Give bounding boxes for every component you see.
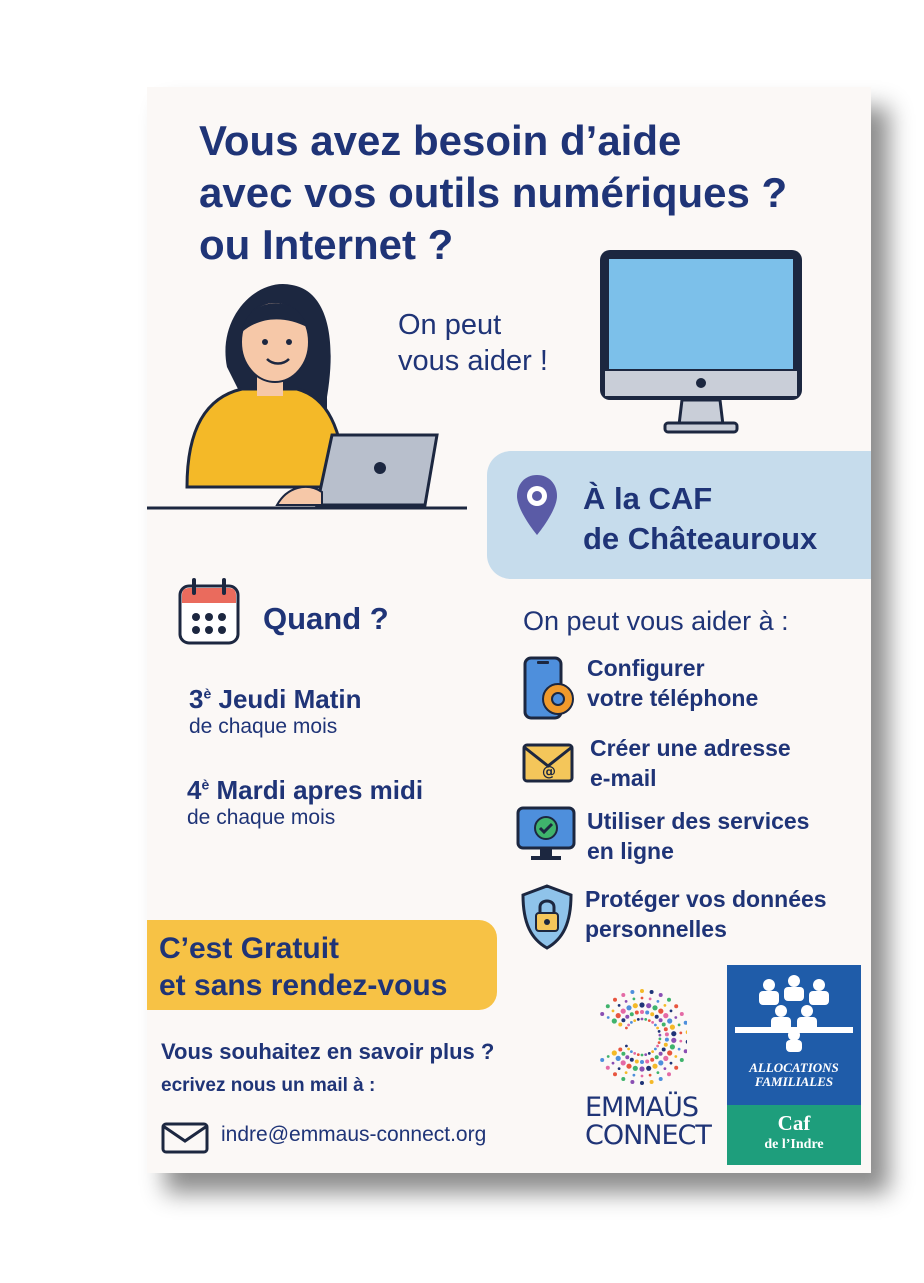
- logo-dot: [655, 1055, 659, 1059]
- logo-dot: [618, 1067, 621, 1070]
- svg-text:@: @: [542, 764, 556, 780]
- logo-dot: [621, 1018, 625, 1022]
- caf-alloc-line-1: ALLOCATIONS: [749, 1060, 839, 1075]
- logo-dot: [621, 993, 625, 997]
- logo-dot: [633, 1019, 636, 1022]
- slot-label: Mardi apres midi: [216, 775, 424, 805]
- headline-line-1: Vous avez besoin d’aide: [199, 117, 682, 164]
- logo-dot: [616, 1056, 621, 1061]
- when-slot-day: [189, 684, 362, 715]
- logo-dot: [618, 1023, 622, 1027]
- logo-dot: [606, 1066, 610, 1070]
- logo-dot: [652, 1064, 657, 1069]
- logo-dot: [612, 1018, 617, 1023]
- logo-dot: [640, 1060, 644, 1064]
- logo-dot: [662, 1048, 666, 1052]
- logo-dot: [641, 1018, 644, 1021]
- logo-dot: [652, 1005, 657, 1010]
- location-line-2: de Châteauroux: [583, 521, 818, 556]
- logo-dot: [600, 1012, 604, 1016]
- service-item: [587, 653, 758, 713]
- logo-dot: [657, 1000, 660, 1003]
- logo-dot: [659, 1018, 663, 1022]
- caf-name: Caf: [777, 1111, 811, 1135]
- logo-dot: [664, 1043, 668, 1047]
- logo-dot: [646, 1066, 651, 1071]
- services-title: On peut vous aider à :: [523, 606, 789, 636]
- logo-dot: [637, 1018, 640, 1021]
- logo-dot: [650, 1012, 654, 1016]
- envelope-at-icon: [522, 742, 574, 784]
- phone-settings-icon: [522, 655, 580, 721]
- logo-dot: [680, 1012, 684, 1016]
- logo-dot: [667, 1072, 671, 1076]
- logo-dot: [639, 1066, 644, 1071]
- logo-dot: [655, 1015, 659, 1019]
- logo-dot: [665, 1038, 669, 1042]
- logo-dot: [640, 1010, 644, 1014]
- logo-dot: [674, 1066, 678, 1070]
- logo-dot: [606, 1004, 610, 1008]
- emmaus-connect-logo: [587, 982, 687, 1092]
- service-item: [587, 806, 809, 866]
- mail-icon: [161, 1122, 209, 1154]
- logo-dot: [630, 1050, 633, 1053]
- logo-dot: [658, 1009, 663, 1014]
- logo-dot: [670, 1044, 675, 1049]
- location-line-1: À la CAF: [583, 481, 713, 516]
- logo-dot: [627, 1024, 630, 1027]
- logo-dot: [644, 1018, 647, 1021]
- logo-dot: [633, 1003, 638, 1008]
- logo-dot: [616, 1013, 621, 1018]
- logo-dot: [670, 1010, 673, 1013]
- logo-dot: [630, 1080, 634, 1084]
- shield-lock-icon: [519, 883, 575, 951]
- logo-dot: [635, 1060, 639, 1064]
- logo-dot: [613, 1072, 617, 1076]
- logo-dot: [667, 1050, 672, 1055]
- logo-dot: [674, 1016, 677, 1019]
- caf-logo-divider: [735, 1027, 853, 1033]
- caf-people-emblem: [749, 973, 839, 1053]
- when-slot-day: [187, 775, 423, 806]
- caf-alloc-text: [727, 1061, 861, 1089]
- service-line-1: Utiliser des services: [587, 808, 810, 834]
- logo-dot: [671, 1038, 676, 1043]
- free-banner-line-2: et sans rendez-vous: [159, 969, 448, 1002]
- logo-dot: [657, 1071, 660, 1074]
- logo-dot: [663, 1056, 668, 1061]
- logo-dot: [626, 1005, 631, 1010]
- logo-dot: [646, 1003, 651, 1008]
- emmaus-line-1: EMMAÜS: [585, 1092, 699, 1123]
- logo-dot: [664, 1004, 667, 1007]
- logo-dot: [630, 990, 634, 994]
- logo-dot: [641, 1075, 644, 1078]
- logo-dot: [621, 1060, 626, 1065]
- logo-dot: [633, 1052, 636, 1055]
- logo-dot: [640, 989, 644, 993]
- logo-dot: [637, 1053, 640, 1056]
- logo-dot: [621, 1052, 625, 1056]
- logo-dot: [670, 1025, 675, 1030]
- caf-sub: de l’Indre: [764, 1137, 824, 1152]
- logo-dot: [674, 1004, 678, 1008]
- logo-dot: [612, 1062, 615, 1065]
- logo-dot: [650, 1058, 654, 1062]
- logo-dot: [649, 998, 652, 1001]
- logo-dot: [618, 1004, 621, 1007]
- headline-line-2: avec vos outils numériques ?: [199, 169, 788, 216]
- caf-logo: [727, 965, 861, 1165]
- logo-dot: [626, 1064, 631, 1069]
- logo-dot: [650, 1080, 654, 1084]
- service-line-2: e-mail: [590, 765, 657, 791]
- logo-dot: [674, 1055, 677, 1058]
- logo-dot: [600, 1058, 604, 1062]
- logo-dot: [607, 1055, 610, 1058]
- when-title: Quand ?: [263, 601, 389, 636]
- logo-dot: [641, 1054, 644, 1057]
- caf-logo-top: [727, 965, 861, 1105]
- logo-dot: [625, 1027, 628, 1030]
- logo-dot: [664, 1027, 668, 1031]
- service-line-2: en ligne: [587, 838, 674, 864]
- when-slot: [187, 775, 423, 830]
- logo-dot: [656, 1045, 659, 1048]
- logo-dot: [684, 1021, 687, 1025]
- monitor-check-icon: [515, 805, 577, 863]
- logo-dot: [630, 1058, 634, 1062]
- logo-dot: [656, 1027, 659, 1030]
- help-bubble-line-1: On peut: [398, 309, 502, 341]
- service-line-1: Configurer: [587, 655, 705, 681]
- logo-dot: [678, 1048, 681, 1051]
- contact-email-link[interactable]: indre@emmaus-connect.org: [221, 1123, 487, 1146]
- headline-line-3: ou Internet ?: [199, 221, 454, 268]
- free-banner-text: [159, 930, 447, 1004]
- logo-dot: [659, 1077, 663, 1081]
- logo-dot: [607, 1016, 610, 1019]
- logo-dot: [621, 1009, 626, 1014]
- logo-dot: [627, 1048, 630, 1051]
- logo-dot: [686, 1040, 687, 1044]
- logo-dot: [618, 1048, 622, 1052]
- logo-dot: [665, 1032, 669, 1036]
- logo-dot: [645, 1060, 649, 1064]
- logo-dot: [671, 1031, 676, 1036]
- logo-dot: [625, 1055, 629, 1059]
- logo-dot: [659, 1052, 663, 1056]
- service-line-1: Protéger vos données: [585, 886, 827, 912]
- service-item: [585, 884, 827, 944]
- logo-dot: [659, 993, 663, 997]
- logo-dot: [651, 1050, 654, 1053]
- logo-dot: [680, 1058, 684, 1062]
- logo-dot: [641, 997, 644, 1000]
- desktop-monitor-illustration: [597, 247, 807, 437]
- when-slot: [189, 684, 362, 739]
- help-bubble-line-2: vous aider !: [398, 345, 548, 377]
- slot-ordinal-suffix: è: [203, 685, 212, 702]
- help-bubble: [398, 307, 548, 379]
- logo-dot: [645, 1011, 649, 1015]
- poster: [147, 87, 871, 1173]
- logo-dot: [651, 1021, 654, 1024]
- logo-dot: [625, 1000, 628, 1003]
- logo-dot: [659, 1034, 662, 1037]
- free-banner: [147, 920, 497, 1010]
- contact-heading: Vous souhaitez en savoir plus ?: [161, 1039, 495, 1064]
- logo-dot: [650, 990, 654, 994]
- logo-dot: [686, 1030, 687, 1034]
- free-banner-line-1: C’est Gratuit: [159, 932, 340, 965]
- slot-label: Jeudi Matin: [218, 684, 362, 714]
- service-line-1: Créer une adresse: [590, 735, 791, 761]
- service-line-2: votre téléphone: [587, 685, 759, 711]
- logo-dot: [658, 1041, 661, 1044]
- logo-dot: [639, 1002, 644, 1007]
- logo-dot: [633, 1074, 636, 1077]
- logo-dot: [630, 1012, 634, 1016]
- location-panel: [487, 451, 871, 579]
- logo-dot: [667, 998, 671, 1002]
- logo-dot: [633, 1066, 638, 1071]
- logo-dot: [648, 1052, 651, 1055]
- logo-dot: [658, 1060, 663, 1065]
- logo-dot: [613, 998, 617, 1002]
- logo-dot: [625, 1045, 628, 1048]
- logo-dot: [679, 1032, 682, 1035]
- calendar-icon: [177, 577, 241, 647]
- slot-ordinal: 4: [187, 775, 202, 805]
- service-item: [590, 733, 791, 793]
- logo-dot: [684, 1049, 687, 1053]
- slot-ordinal-suffix: è: [201, 776, 210, 793]
- logo-dot: [663, 1013, 668, 1018]
- map-pin-icon: [515, 473, 559, 537]
- logo-dot: [678, 1024, 681, 1027]
- when-slot-sub: de chaque mois: [187, 806, 336, 829]
- logo-dot: [670, 1062, 673, 1065]
- logo-dot: [635, 1011, 639, 1015]
- logo-dot: [621, 1077, 625, 1081]
- logo-dot: [648, 1019, 651, 1022]
- emmaus-line-2: CONNECT: [585, 1120, 711, 1151]
- logo-dot: [625, 1015, 629, 1019]
- location-text: [583, 479, 817, 559]
- logo-dot: [633, 998, 636, 1001]
- logo-dot: [640, 1081, 644, 1085]
- caf-alloc-line-2: FAMILIALES: [754, 1074, 834, 1089]
- logo-dot: [644, 1053, 647, 1056]
- slot-ordinal: 3: [189, 684, 204, 714]
- logo-dot: [659, 1038, 662, 1041]
- logo-dot: [654, 1024, 657, 1027]
- emmaus-connect-wordmark: [585, 1094, 711, 1150]
- logo-dot: [612, 1050, 617, 1055]
- logo-dot: [664, 1067, 667, 1070]
- logo-dot: [662, 1023, 666, 1027]
- logo-dot: [658, 1030, 661, 1033]
- logo-dot: [679, 1040, 682, 1043]
- logo-dot: [667, 1018, 672, 1023]
- logo-dot: [654, 1048, 657, 1051]
- service-line-2: personnelles: [585, 916, 727, 942]
- logo-dot: [625, 1071, 628, 1074]
- when-slot-sub: de chaque mois: [189, 715, 338, 738]
- logo-dot: [649, 1074, 652, 1077]
- logo-dot: [612, 1010, 615, 1013]
- contact-subheading: ecrivez nous un mail à :: [161, 1075, 376, 1096]
- logo-dot: [630, 1021, 633, 1024]
